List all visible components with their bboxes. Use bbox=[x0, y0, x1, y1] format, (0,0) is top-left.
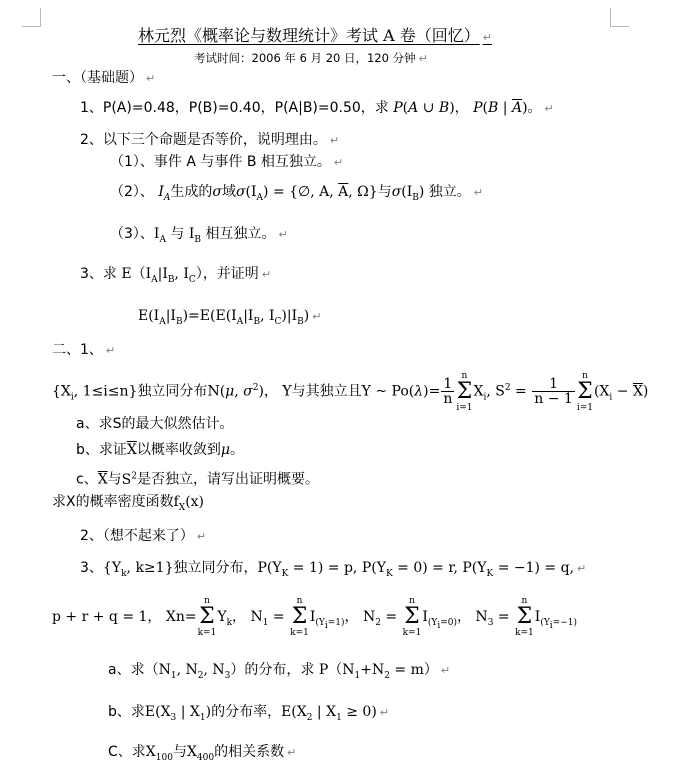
section1-heading: 一、（基础题） ↵ bbox=[52, 70, 156, 86]
s1-q3-formula: $E(I_A|I_B)=E(E(I_A|I_B$, $I_C)|I_B$) ↵ bbox=[138, 308, 322, 327]
s2-q3-b: b、求$E(X_3$ | $X_1$)的分布率，$E(X_2$ | $X_1 \ge 0$) ↵ bbox=[108, 704, 390, 723]
s1-q2-2-formula: $I_A$生成的σ域$\sigma(I_A)$ = {∅, A, $\overline{A}$, Ω}与$\sigma(I_B)$ 独立 bbox=[158, 184, 457, 203]
s1-q3: 3、求 $E(I_A|I_B$, $I_C$），并证明 ↵ bbox=[80, 266, 272, 285]
s1-q1-formula-a: P(A ∪ B) bbox=[393, 100, 455, 116]
s1-q2-1: （1）、事件 A 与事件 B 相互独立。 ↵ bbox=[110, 154, 344, 170]
s1-q1: 1、P(A)=0.48，P(B)=0.40，P(A|B)=0.50，求 P(A ∪ B)， P(B | $\overline{A}$)。 ↵ bbox=[80, 100, 554, 116]
s2-q3-c: C、求$X_{100}$与$X_{400}$的相关系数 ↵ bbox=[108, 744, 297, 763]
s1-q2-2: （2）、 $I_A$生成的σ域$\sigma(I_A)$ = {∅, A, $\overline{A}$, Ω}与$\sigma(I_B)$ 独立。 ↵ bbox=[110, 184, 484, 203]
s1-q2: 2、以下三个命题是否等价，说明理由。 ↵ bbox=[80, 132, 340, 148]
s2-q1-b: b、求证$\overline{X}$以概率收敛到μ。 bbox=[76, 442, 244, 458]
s2-q1-d: 求X的概率密度函数$f_X(x)$ bbox=[52, 494, 205, 513]
s2-q1-a: a、求S的最大似然估计。 bbox=[76, 416, 234, 432]
s2-q3-formula: {$Y_k$, k≥1}独立同分布，$P(Y_K = 1) = p$, $P(Y_K = 0) = r$, $P(Y_K = -1) = q$, bbox=[102, 560, 575, 579]
s2-q3-sum-line: p + r + q = 1， Xn= n Σ k=1 $Y_k$， $N_1$ = n Σ k=1 $I_{(Y_i=1)}$， $N_2$ = n Σ k=1 $I_{(Y_i=0)}$， $N_3$ = n Σ k=1 $I_{(Y_i=-1)}$ bbox=[52, 596, 577, 638]
doc-subtitle: 考试时间：2006 年 6 月 20 日，120 分钟 ↵ bbox=[194, 51, 428, 65]
s1-q1-formula-b: P(B | $\overline{A}$) bbox=[473, 100, 528, 116]
corner-mark-right bbox=[610, 8, 629, 27]
s2-q3: 3、{$Y_k$, k≥1}独立同分布，$P(Y_K = 1) = p$, $P(Y_K = 0) = r$, $P(Y_K = -1) = q$, ↵ bbox=[80, 560, 587, 579]
s2-q3-a: a、求（$N_1$, $N_2$, $N_3$）的分布，求 $P(N_1+N_2 = m)$ ↵ bbox=[108, 662, 451, 681]
section2-heading: 二、1、 ↵ bbox=[52, 342, 116, 358]
doc-title: 林元烈《概率论与数理统计》考试 A 卷（回忆） ↵ bbox=[138, 26, 492, 45]
s2-q2: 2、（想不起来了） ↵ bbox=[80, 528, 207, 544]
s1-q2-3: （3）、$I_A$ 与 $I_B$ 相互独立。 ↵ bbox=[110, 226, 288, 245]
s2-q1-c: c、$\overline{X}$与$S^2$是否独立，请写出证明概要。 bbox=[76, 471, 319, 488]
corner-mark-left bbox=[22, 8, 41, 27]
s2-q1-formula: {$X_i$, 1≤i≤n}独立同分布N(μ, $\sigma^2$)， Y与其独立且Y ~ Po(λ)= $\frac{1}{n}$ n Σ i=1 $X_i$, $S^2$ = $\frac{1}{n - 1}$ n Σ i=1 $(X_i - \overline{X})$ bbox=[52, 370, 649, 413]
